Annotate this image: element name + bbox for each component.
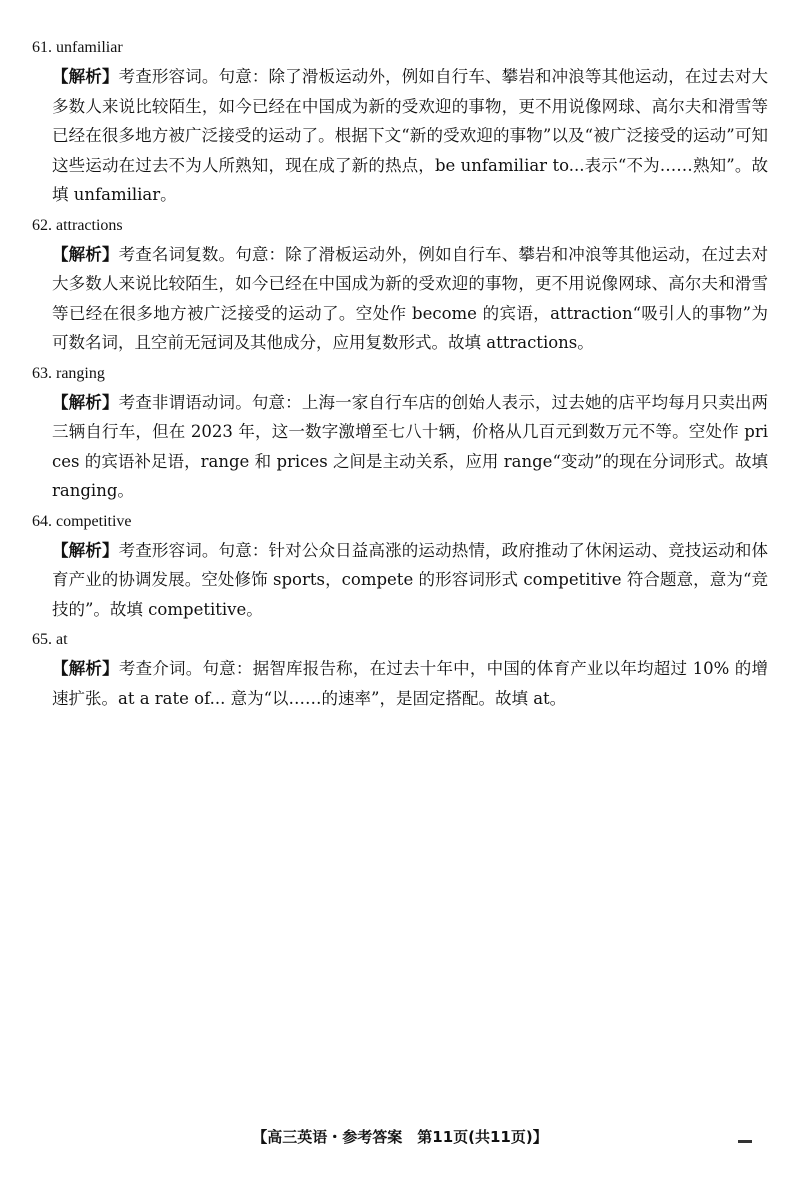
- corner-mark: [738, 1140, 752, 1143]
- page-footer: 【高三英语・参考答案 第11页(共11页)】: [252, 1128, 548, 1146]
- analysis-tag: 【解析】: [52, 540, 119, 560]
- answer-item-62: [32, 212, 768, 358]
- explanation-65: [52, 654, 768, 713]
- explanation-63: [52, 388, 768, 506]
- answer-number-64: 64. competitive: [32, 512, 132, 530]
- explanation-64: [52, 536, 768, 625]
- analysis-tag: 【解析】: [52, 392, 119, 412]
- analysis-tag: 【解析】: [52, 67, 119, 86]
- answer-item-64: [32, 508, 768, 625]
- explanation-text: 考查形容词。句意：除了滑板运动外，例如自行车、攀岩和冲浪等其他运动，在过去对大多数人来说比较陌生，如今已经在中国成为新的受欢迎的事物，更不用说像网球、高尔夫和滑雪等已经在很多地方被广泛接受的运动了。根据下文“新的受欢迎的事物”以及“被广泛接受的运动”可知这些运动在过去不为人所熟知，现在成了新的热点，be unfamiliar to...表示“不为……熟知”。故填 unfamiliar。: [52, 67, 769, 204]
- answer-item-65: [32, 626, 768, 713]
- answer-item-63: [32, 360, 768, 506]
- answer-number-61: 61. unfamiliar: [32, 39, 123, 56]
- explanation-text: 考查名词复数。句意：除了滑板运动外，例如自行车、攀岩和冲浪等其他运动，在过去对大多数人来说比较陌生，如今已经在中国成为新的受欢迎的事物，更不用说像网球、高尔夫和滑雪等已经在很多地方被广泛接受的运动了。空处作 become 的宾语，attraction“吸引人的事物”为可数名词，且空前无冠词及其他成分，应用复数形式。故填 attractions。: [52, 244, 769, 352]
- answer-number-63: 63. ranging: [32, 364, 105, 382]
- explanation-text: 考查形容词。句意：针对公众日益高涨的运动热情，政府推动了休闲运动、竞技运动和体育产业的协调发展。空处修饰 sports，compete 的形容词形式 competitive 符合题意，意为“竞技的”。故填 competitive。: [52, 540, 769, 619]
- answer-item-61: [32, 34, 768, 210]
- answer-number-62: 62. attractions: [32, 216, 123, 234]
- analysis-tag: 【解析】: [52, 244, 119, 264]
- explanation-text: 考查介词。句意：据智库报告称，在过去十年中，中国的体育产业以年均超过 10% 的增速扩张。at a rate of... 意为“以……的速率”，是固定搭配。故填 at。: [52, 659, 769, 708]
- explanation-62: [52, 240, 768, 358]
- explanation-text: 考查非谓语动词。句意：上海一家自行车店的创始人表示，过去她的店平均每月只卖出两三辆自行车，但在 2023 年，这一数字激增至七八十辆，价格从几百元到数万元不等。空处作 prices 的宾语补足语，range 和 prices 之间是主动关系，应用 range“变动”的现在分词形式。故填 ranging。: [52, 392, 769, 500]
- analysis-tag: 【解析】: [52, 659, 119, 678]
- answer-number-65: 65. at: [32, 631, 68, 648]
- answer-list: [32, 34, 768, 715]
- explanation-61: [52, 62, 768, 210]
